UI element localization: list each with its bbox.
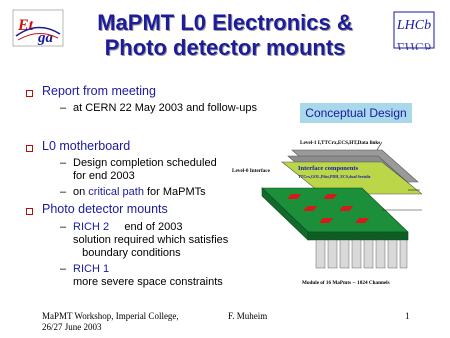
rich1-label: RICH 1 [73, 263, 110, 275]
diagram-top-label: Level-1 I,TTCrx,ECS,HT,Data links [300, 140, 381, 146]
dash-icon: – [60, 263, 67, 275]
motherboard-item-1-line2: for end 2003 [73, 170, 135, 182]
rich1-item [73, 263, 223, 289]
footer-page-number: 1 [405, 311, 410, 321]
footer-author: F. Muheim [228, 311, 268, 321]
rich2-line2: solution required which satisfies [73, 234, 229, 246]
footer-venue-line1: MaPMT Workshop, Imperial College, [42, 311, 179, 321]
bullet-icon [26, 208, 33, 215]
conceptual-design-label: Conceptual Design [300, 103, 412, 123]
critical-path-link: critical path [88, 186, 144, 198]
slide-title [60, 10, 390, 60]
motherboard-item-1 [73, 157, 217, 183]
bullet-icon [26, 90, 33, 97]
dash-icon: – [60, 186, 67, 198]
svg-text:LHCb: LHCb [396, 18, 432, 33]
edinburgh-logo [12, 8, 64, 48]
rich2-date: end of 2003 [109, 221, 183, 233]
dash-icon: – [60, 157, 67, 169]
footer-venue-line2: 26/27 June 2003 [42, 322, 102, 332]
diagram-bottom-label: Module of 16 MaPmts -- 1024 Channels [302, 280, 390, 286]
dash-icon: – [60, 221, 67, 233]
diagram-left-label: Level-0 Interface [232, 168, 270, 174]
svg-text:ga: ga [38, 30, 53, 46]
lhcb-logo [392, 10, 436, 50]
report-item: at CERN 22 May 2003 and follow-ups [73, 102, 258, 114]
motherboard-item-2 [73, 186, 206, 199]
rich1-line2: more severe space constraints [73, 276, 223, 288]
motherboard-item-2-pre: on [73, 186, 89, 198]
slide-title-line2: Photo detector mounts [104, 35, 346, 60]
module-diagram [232, 136, 422, 292]
slide-title-line1: MaPMT L0 Electronics & [97, 10, 353, 35]
motherboard-item-2-post: for MaPMTs [143, 186, 206, 198]
bullet-heading-report: Report from meeting [42, 84, 156, 98]
bullet-heading-photo-detector-mounts: Photo detector mounts [42, 202, 168, 216]
rich2-line3: boundary conditions [73, 247, 181, 259]
diagram-interface-sub: TTCrx,GOL,Pilot,PDH, ECS,dual Serializ [298, 174, 371, 179]
bullet-heading-l0-motherboard: L0 motherboard [42, 139, 131, 153]
rich2-item [73, 221, 228, 260]
dash-icon: – [60, 102, 67, 114]
motherboard-item-1-line1: Design completion scheduled [73, 157, 217, 169]
rich2-label: RICH 2 [73, 221, 110, 233]
diagram-interface-title: Interface components [298, 165, 359, 172]
svg-text:LHCb: LHCb [396, 39, 432, 50]
svg-text:Et: Et [18, 17, 34, 34]
bullet-icon [26, 145, 33, 152]
